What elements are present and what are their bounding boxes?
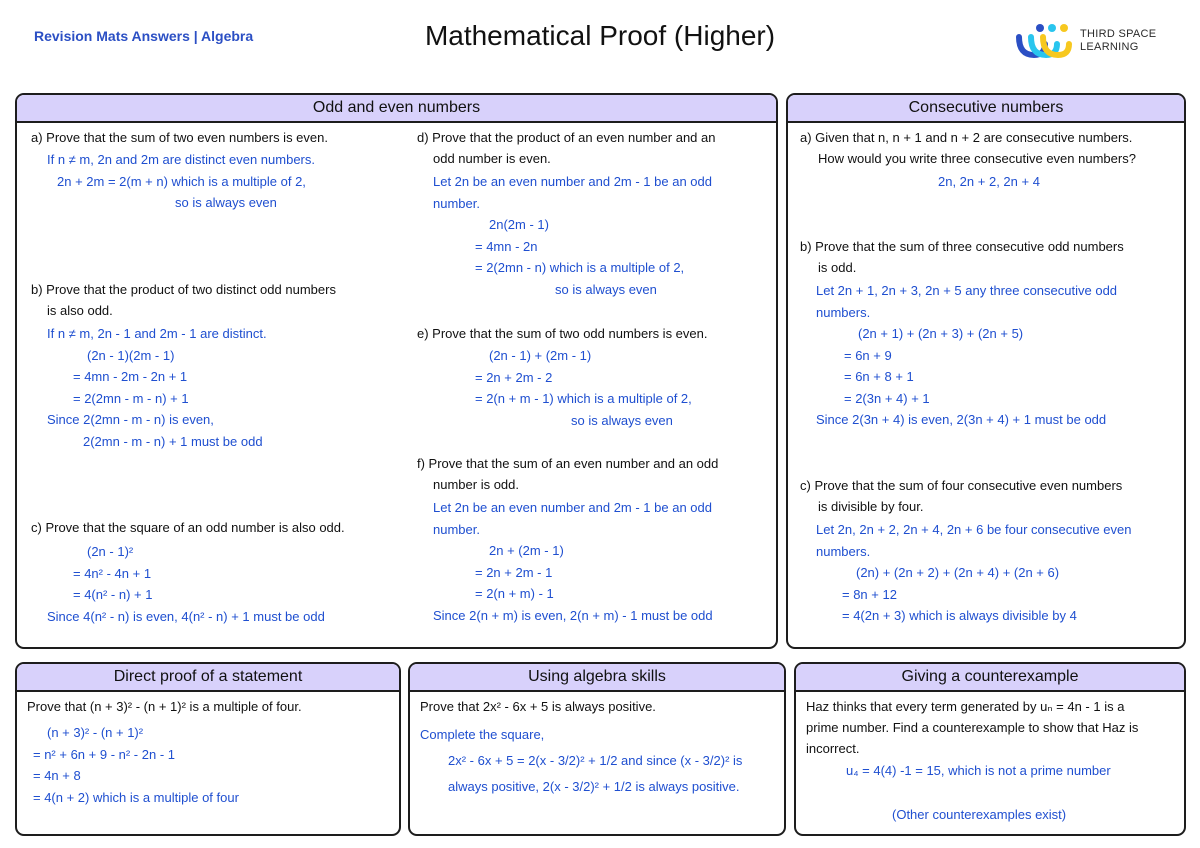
answer-line: Since 4(n² - n) is even, 4(n² - n) + 1 must be odd (47, 608, 325, 624)
question-line: How would you write three consecutive even numbers? (818, 151, 1136, 166)
answer-line: Since 2(3n + 4) is even, 2(3n + 4) + 1 must be odd (816, 412, 1107, 427)
answer-line: = 4n² - 4n + 1 (73, 565, 152, 581)
question-line: c) Prove that the square of an odd number is also odd. (31, 520, 345, 535)
consecutive-a-answer (938, 171, 1040, 193)
direct-proof-heading: Direct proof of a statement (17, 664, 399, 692)
question-line: b) Prove that the sum of three consecutive odd numbers (800, 239, 1124, 254)
question-line: Haz thinks that every term generated by uₙ = 4n - 1 is a (806, 699, 1125, 714)
answer-line: (Other counterexamples exist) (892, 806, 1067, 822)
answer-line: Let 2n be an even number and 2m - 1 be an odd (433, 500, 712, 515)
counterexample-answer (846, 760, 1111, 825)
question-line: is divisible by four. (818, 499, 924, 514)
answer-line: = n² + 6n + 9 - n² - 2n - 1 (33, 746, 175, 762)
answer-line: = 6n + 8 + 1 (844, 369, 914, 384)
answer-line: = 4mn - 2m - 2n + 1 (73, 369, 188, 384)
counterexample-panel (794, 662, 1186, 836)
question-line: number is odd. (433, 477, 519, 492)
answer-line: = 4(n + 2) which is a multiple of four (33, 789, 239, 805)
top-label: Revision Mats Answers | Algebra (34, 28, 254, 44)
odd-even-f-question (417, 453, 718, 495)
answer-line: (2n - 1) + (2m - 1) (489, 348, 592, 363)
answer-line: Let 2n + 1, 2n + 3, 2n + 5 any three consecutive odd (816, 283, 1118, 298)
consecutive-panel (786, 93, 1186, 649)
logo-line-1: THIRD SPACE (1080, 28, 1157, 40)
direct-proof-panel (15, 662, 401, 836)
question-line: e) Prove that the sum of two odd numbers is even. (417, 326, 708, 341)
answer-line: = 4(2n + 3) which is always divisible by 4 (842, 608, 1077, 623)
direct-proof-question (27, 696, 302, 717)
answer-line: (2n) + (2n + 2) + (2n + 4) + (2n + 6) (856, 565, 1060, 580)
odd-even-a-question (31, 127, 328, 148)
answer-line: Let 2n be an even number and 2m - 1 be an odd (433, 174, 712, 189)
odd-even-d-question (417, 127, 715, 169)
answer-line: so is always even (175, 195, 277, 210)
question-line: a) Given that n, n + 1 and n + 2 are consecutive numbers. (800, 130, 1133, 145)
consecutive-c-answer (816, 519, 1131, 627)
algebra-skills-answer (420, 722, 742, 800)
odd-even-a-answer (47, 149, 315, 214)
answer-line: number. (433, 521, 480, 537)
answer-line: 2n(2m - 1) (489, 217, 549, 232)
answer-line: so is always even (571, 412, 673, 428)
algebra-skills-question (420, 696, 656, 717)
answer-line: numbers. (816, 304, 871, 320)
answer-line: u₄ = 4(4) -1 = 15, which is not a prime number (846, 763, 1111, 778)
question-line: a) Prove that the sum of two even numbers is even. (31, 130, 328, 145)
odd-even-e-question (417, 323, 707, 344)
consecutive-a-question (800, 127, 1136, 169)
question-line: is also odd. (47, 303, 113, 318)
answer-line: Since 2(2mn - m - n) is even, (47, 412, 214, 427)
consecutive-b-question (800, 236, 1124, 278)
answer-line: = 2n + 2m - 1 (475, 564, 553, 580)
algebra-skills-heading: Using algebra skills (410, 664, 784, 692)
answer-line: If n ≠ m, 2n and 2m are distinct even numbers. (47, 152, 315, 167)
direct-proof-answer (33, 722, 239, 808)
answer-line: = 2(2mn - n) which is a multiple of 2, (475, 260, 685, 275)
answer-line: 2n, 2n + 2, 2n + 4 (938, 174, 1040, 189)
answer-line: 2x² - 6x + 5 = 2(x - 3/2)² + 1/2 and since (x - 3/2)² is (448, 753, 743, 768)
answer-line: numbers. (816, 543, 871, 559)
third-space-logo (1016, 22, 1166, 62)
answer-line: = 8n + 12 (842, 586, 897, 602)
consecutive-b-answer (816, 280, 1117, 431)
answer-line: (n + 3)² - (n + 1)² (47, 725, 144, 740)
answer-line: = 4n + 8 (33, 768, 81, 783)
answer-line: = 2n + 2m - 2 (475, 369, 553, 385)
counterexample-question (806, 696, 1138, 759)
consecutive-c-question (800, 475, 1122, 517)
answer-line: so is always even (555, 281, 657, 297)
answer-line: always positive, 2(x - 3/2)² + 1/2 is always positive. (448, 779, 740, 794)
odd-even-d-answer (433, 171, 712, 300)
answer-line: number. (433, 195, 480, 211)
question-line: is odd. (818, 260, 857, 275)
odd-even-f-answer (433, 497, 713, 626)
answer-line: 2n + 2m = 2(m + n) which is a multiple of 2, (57, 173, 306, 189)
answer-line: = 2(2mn - m - n) + 1 (73, 390, 189, 406)
counterexample-heading: Giving a counterexample (796, 664, 1184, 692)
answer-line: If n ≠ m, 2n - 1 and 2m - 1 are distinct. (47, 326, 267, 341)
answer-line: 2n + (2m - 1) (489, 543, 564, 558)
odd-even-panel (15, 93, 778, 649)
question-line: b) Prove that the product of two distinct odd numbers (31, 282, 336, 297)
answer-line: (2n - 1)² (87, 544, 134, 559)
question-line: incorrect. (806, 741, 860, 756)
logo-line-2: LEARNING (1080, 41, 1139, 53)
answer-line: 2(2mn - m - n) + 1 must be odd (83, 433, 263, 449)
answer-line: Complete the square, (420, 727, 545, 742)
answer-line: (2n - 1)(2m - 1) (87, 347, 175, 363)
answer-line: (2n + 1) + (2n + 3) + (2n + 5) (858, 326, 1024, 341)
question-line: Prove that (n + 3)² - (n + 1)² is a multiple of four. (27, 699, 302, 714)
answer-line: = 2(3n + 4) + 1 (844, 390, 930, 406)
question-line: odd number is even. (433, 151, 551, 166)
answer-line: = 2(n + m) - 1 (475, 586, 554, 601)
question-line: prime number. Find a counterexample to show that Haz is (806, 720, 1139, 735)
answer-line: = 4mn - 2n (475, 238, 538, 254)
question-line: f) Prove that the sum of an even number and an odd (417, 456, 719, 471)
answer-line: Let 2n, 2n + 2, 2n + 4, 2n + 6 be four consecutive even (816, 522, 1132, 537)
answer-line: = 4(n² - n) + 1 (73, 587, 153, 602)
odd-even-heading: Odd and even numbers (17, 95, 776, 123)
logo-text (1080, 28, 1156, 54)
question-line: d) Prove that the product of an even number and an (417, 130, 716, 145)
consecutive-heading: Consecutive numbers (788, 95, 1184, 123)
algebra-skills-panel (408, 662, 786, 836)
answer-line: = 6n + 9 (844, 347, 892, 363)
question-line: c) Prove that the sum of four consecutive even numbers (800, 478, 1123, 493)
question-line: Prove that 2x² - 6x + 5 is always positive. (420, 699, 656, 714)
odd-even-b-answer (47, 323, 267, 452)
logo-icon (1016, 22, 1076, 62)
answer-line: Since 2(n + m) is even, 2(n + m) - 1 must be odd (433, 607, 713, 623)
odd-even-e-answer (433, 345, 692, 431)
odd-even-b-question (31, 279, 336, 321)
answer-line: = 2(n + m - 1) which is a multiple of 2, (475, 391, 692, 406)
odd-even-c-question (31, 517, 345, 538)
page-title: Mathematical Proof (Higher) (424, 20, 776, 51)
odd-even-c-answer (47, 541, 325, 627)
